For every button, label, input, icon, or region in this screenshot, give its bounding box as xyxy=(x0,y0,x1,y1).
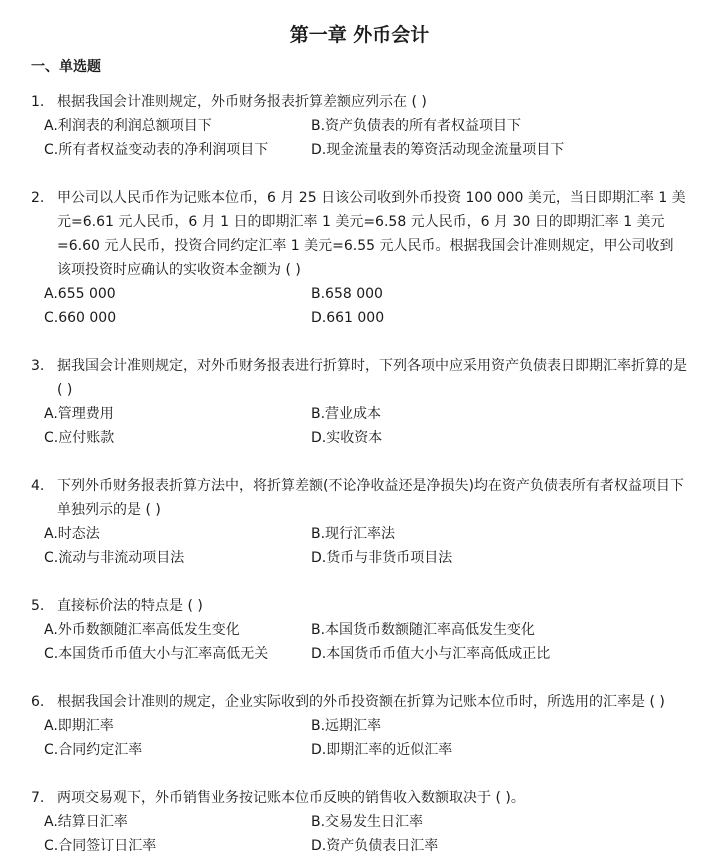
question-text: 甲公司以人民币作为记账本位币，6 月 25 日该公司收到外币投资 100 000 美元，当日即期汇率 1 美元=6.61 元人民币，6 月 1 日的即期汇率 1 美元=6.58 元人民币，6 月 30 日的即期汇率 1 美元=6.60 元人民币，投资合同约定汇率 1 美元=6.55 元人民币。根据我国会计准则规定，甲公司收到该项投资时应确认的实收资本金额为 ( ) xyxy=(57,190,686,278)
option-c: C.所有者权益变动表的净利润项目下 xyxy=(44,142,269,158)
option-d: D.即期汇率的近似汇率 xyxy=(311,742,453,758)
chapter-title: 第一章 外币会计 xyxy=(289,24,430,46)
question-number: 3. xyxy=(31,358,45,374)
option-a: A.655 000 xyxy=(44,286,116,302)
option-b: B.现行汇率法 xyxy=(311,526,396,542)
question-text: 直接标价法的特点是 ( ) xyxy=(57,598,203,614)
option-a: A.管理费用 xyxy=(44,406,114,422)
question-number: 2. xyxy=(31,190,45,206)
option-a: A.外币数额随汇率高低发生变化 xyxy=(44,622,240,638)
option-b: B.资产负债表的所有者权益项目下 xyxy=(311,118,522,134)
question-number: 6. xyxy=(31,694,45,710)
question-text: 下列外币财务报表折算方法中，将折算差额(不论净收益还是净损失)均在资产负债表所有者权益项目下单独列示的是 ( ) xyxy=(57,478,684,518)
option-d: D.本国货币币值大小与汇率高低成正比 xyxy=(311,646,551,662)
option-c: C.合同约定汇率 xyxy=(44,742,143,758)
option-d: D.实收资本 xyxy=(311,430,383,446)
question-number: 7. xyxy=(31,790,45,806)
option-d: D.货币与非货币项目法 xyxy=(311,550,453,566)
option-b: B.本国货币数额随汇率高低发生变化 xyxy=(311,622,536,638)
option-c: C.合同签订日汇率 xyxy=(44,838,157,854)
question-number: 4. xyxy=(31,478,45,494)
option-a: A.结算日汇率 xyxy=(44,814,128,830)
option-c: C.本国货币币值大小与汇率高低无关 xyxy=(44,646,269,662)
question-text: 根据我国会计准则的规定，企业实际收到的外币投资额在折算为记账本位币时，所选用的汇率是 ( ) xyxy=(57,694,665,710)
option-d: D.661 000 xyxy=(311,310,385,326)
option-d: D.资产负债表日汇率 xyxy=(311,838,439,854)
question-text: 两项交易观下，外币销售业务按记账本位币反映的销售收入数额取决于 ( )。 xyxy=(57,790,525,806)
question-number: 1. xyxy=(31,94,45,110)
section-heading: 一、单选题 xyxy=(31,59,101,75)
option-b: B.交易发生日汇率 xyxy=(311,814,424,830)
option-b: B.远期汇率 xyxy=(311,718,382,734)
question-text: 根据我国会计准则规定，外币财务报表折算差额应列示在 ( ) xyxy=(57,94,427,110)
question-number: 5. xyxy=(31,598,45,614)
option-c: C.660 000 xyxy=(44,310,117,326)
option-a: A.利润表的利润总额项目下 xyxy=(44,118,212,134)
option-a: A.即期汇率 xyxy=(44,718,114,734)
option-d: D.现金流量表的筹资活动现金流量项目下 xyxy=(311,142,565,158)
option-c: C.流动与非流动项目法 xyxy=(44,550,185,566)
option-a: A.时态法 xyxy=(44,526,100,542)
option-c: C.应付账款 xyxy=(44,430,115,446)
option-b: B.营业成本 xyxy=(311,406,382,422)
question-text: 据我国会计准则规定，对外币财务报表进行折算时，下列各项中应采用资产负债表日即期汇率折算的是 ( ) xyxy=(57,358,687,398)
option-b: B.658 000 xyxy=(311,286,383,302)
